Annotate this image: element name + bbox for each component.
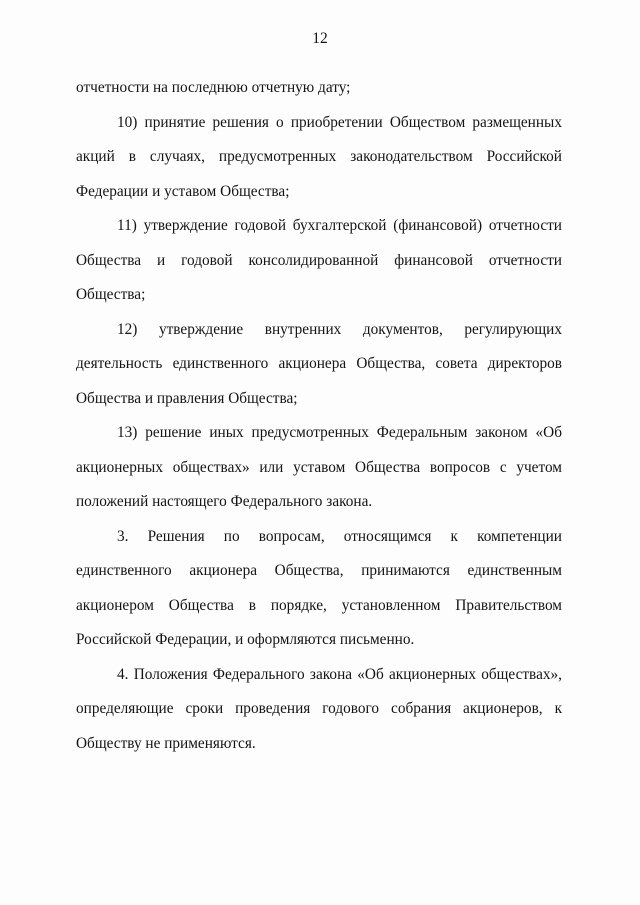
paragraph-clause-3: 3. Решения по вопросам, относящимся к компетенции единственного акционера Общества, принимаются единственным акционером Общества в порядке, установленном Правительством Российской Федерации, и оформляются письменно. <box>76 527 562 648</box>
paragraph-item-11: 11) утверждение годовой бухгалтерской (финансовой) отчетности Общества и годовой консолидированной финансовой отчетности Общества; <box>76 217 562 303</box>
paragraph-clause-4: 4. Положения Федерального закона «Об акционерных обществах», определяющие сроки проведения годового собрания акционеров, к Обществу не применяются. <box>76 665 562 752</box>
paragraph-item-12: 12) утверждение внутренних документов, регулирующих деятельность единственного акционера Общества, совета директоров Общества и правления Общества; <box>76 320 562 407</box>
document-body <box>76 71 562 761</box>
paragraph-item-13: 13) решение иных предусмотренных Федеральным законом «Об акционерных обществах» или уставом Общества вопросов с учетом положений настоящего Федерального закона. <box>76 424 562 510</box>
paragraph-continuation: отчетности на последнюю отчетную дату; <box>76 79 351 96</box>
paragraph-item-10: 10) принятие решения о приобретении Обществом размещенных акций в случаях, предусмотренных законодательством Российской Федерации и уставом Общества; <box>76 113 562 200</box>
page-number: 12 <box>312 30 328 47</box>
